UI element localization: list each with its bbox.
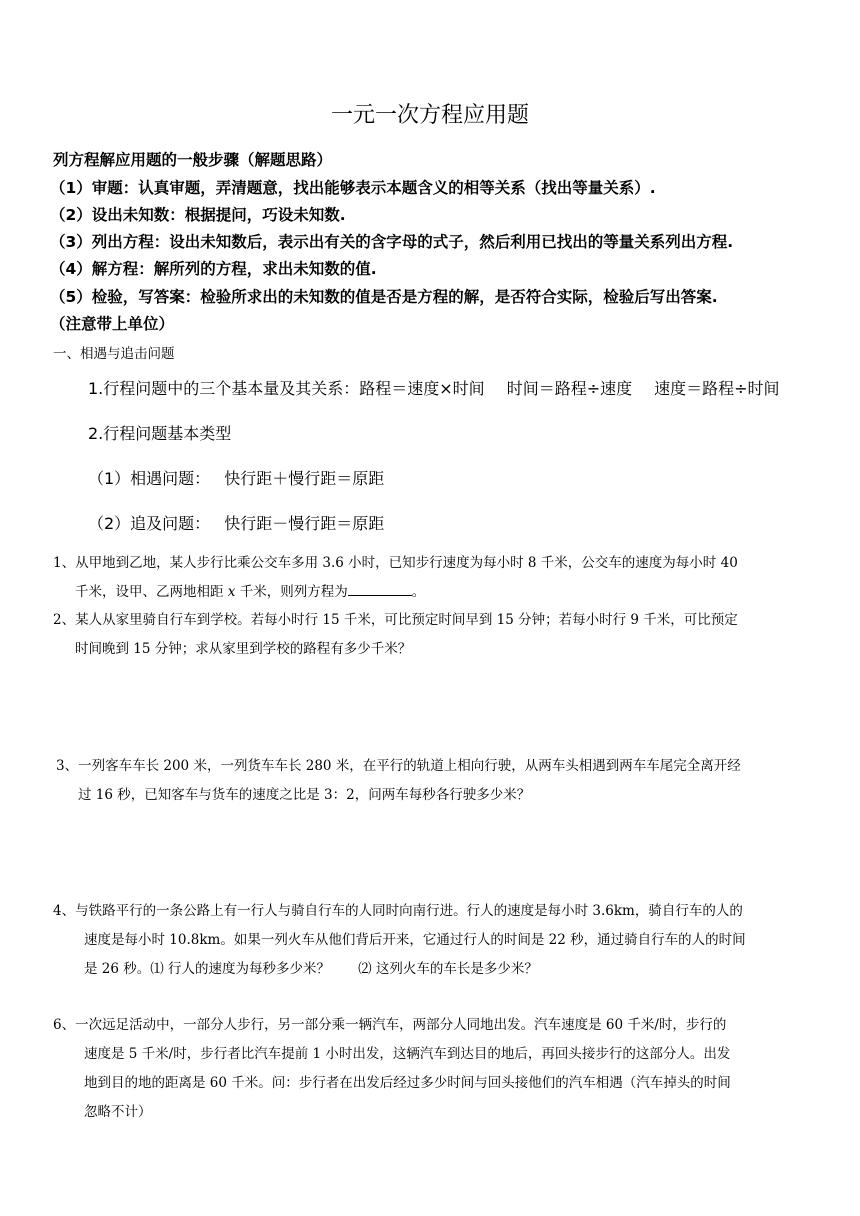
basic-relations	[88, 377, 780, 401]
q4-line2: 速度是每小时 10.8km。如果一列火车从他们背后开来，它通过行人的时间是 22 秒，通过骑自行车的人的时间	[84, 932, 746, 948]
q6-line4: 忽略不计）	[84, 1104, 152, 1120]
question-1	[53, 549, 738, 607]
step-note: （注意带上单位）	[50, 315, 175, 333]
step-2: （2）设出未知数：根据提问，巧设未知数.	[50, 206, 346, 224]
q3-line2: 过 16 秒，已知客车与货车的速度之比是 3：2，问两车每秒各行驶多少米？	[78, 787, 531, 803]
meet-problem	[88, 467, 384, 491]
steps-heading: 列方程解应用题的一般步骤（解题思路）	[53, 151, 333, 169]
q6-line3: 地到目的地的距离是 60 千米。问：步行者在出发后经过多少时间与回头接他们的汽车相遇（汽车掉头的时间	[84, 1075, 731, 1091]
step-5: （5）检验，写答案：检验所求出的未知数的值是否是方程的解，是否符合实际，检验后写出答案.	[50, 288, 718, 306]
q1-line1: 1、从甲地到乙地，某人步行比乘公交车多用 3.6 小时，已知步行速度为每小时 8 千米，公交车的速度为每小时 40	[53, 555, 738, 571]
q4-line3	[53, 955, 746, 984]
q1-text-a: 千米，设甲、乙两地相距	[75, 584, 228, 600]
chase-problem	[88, 512, 384, 536]
q1-line2	[53, 578, 738, 607]
meet-formula: 快行距＋慢行距＝原距	[224, 469, 385, 488]
q3-line1: 3、一列客车车长 200 米，一列货车车长 280 米，在平行的轨道上相向行驶，从两车头相遇到两车车尾完全离开经	[56, 758, 741, 774]
chase-label: （2）追及问题：	[88, 514, 211, 533]
step-1: （1）审题：认真审题，弄清题意，找出能够表示本题含义的相等关系（找出等量关系）.	[50, 179, 656, 197]
step-4: （4）解方程：解所列的方程，求出未知数的值.	[50, 260, 377, 278]
q6-line2: 速度是 5 千米/时，步行者比汽车提前 1 小时出发，这辆汽车到达目的地后，再回头接步行的这部分人。出发	[84, 1046, 731, 1062]
time-formula: 时间＝路程÷速度	[506, 379, 633, 398]
q2-line2: 时间晚到 15 分钟；求从家里到学校的路程有多少千米？	[75, 641, 412, 657]
q4-part-1: 是 26 秒。⑴ 行人的速度为每秒多少米？	[84, 961, 331, 977]
q1-variable: x	[227, 584, 236, 600]
question-3	[56, 752, 741, 810]
q2-line1: 2、某人从家里骑自行车到学校。若每小时行 15 千米，可比预定时间早到 15 分钟；若每小时行 9 千米，可比预定	[53, 612, 738, 628]
types-label: 2.行程问题基本类型	[88, 424, 232, 443]
page-title: 一元一次方程应用题	[330, 103, 529, 128]
chase-formula: 快行距－慢行距＝原距	[224, 514, 385, 533]
q1-text-b: 千米，则列方程为	[235, 584, 348, 600]
meet-label: （1）相遇问题：	[88, 469, 211, 488]
q1-text-c: 。	[411, 584, 426, 600]
q6-line1: 6、一次远足活动中，一部分人步行，另一部分乘一辆汽车，两部分人同地出发。汽车速度是 60 千米/时，步行的	[53, 1017, 727, 1033]
speed-formula: 速度＝路程÷时间	[654, 379, 780, 398]
step-3: （3）列出方程：设出未知数后，表示出有关的含字母的式子，然后利用已找出的等量关系列出方程.	[50, 233, 734, 251]
answer-blank[interactable]	[348, 581, 412, 596]
question-4	[53, 897, 746, 984]
q4-line1: 4、与铁路平行的一条公路上有一行人与骑自行车的人同时向南行进。行人的速度是每小时 3.6km，骑自行车的人的	[53, 903, 743, 919]
section-heading: 一、相遇与追击问题	[53, 346, 175, 362]
question-2	[53, 606, 738, 664]
basic-relations-label: 1.行程问题中的三个基本量及其关系：路程＝速度×时间	[88, 379, 485, 398]
question-6	[53, 1011, 731, 1127]
q4-part-2: ⑵ 这列火车的车长是多少米？	[358, 961, 538, 977]
